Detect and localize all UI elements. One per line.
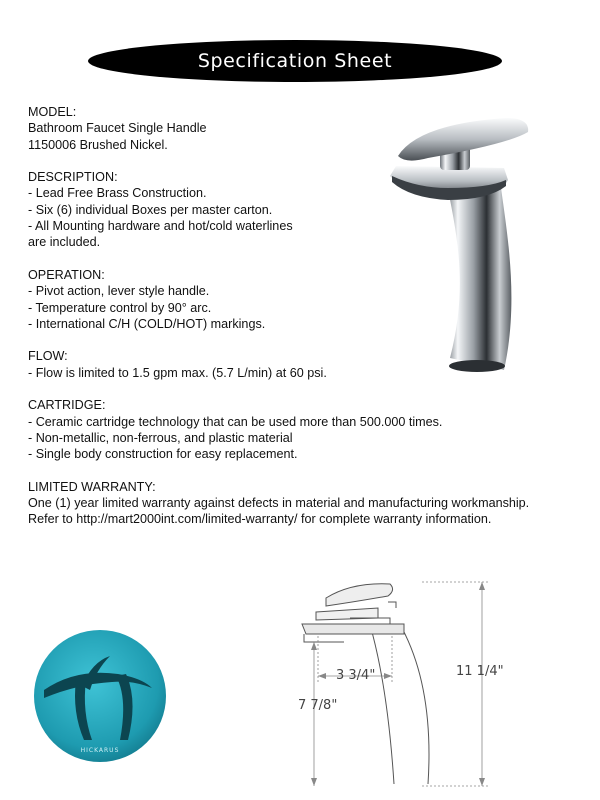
spec-line: - Non-metallic, non-ferrous, and plastic material xyxy=(28,430,293,445)
spec-line: - Single body construction for easy replacement. xyxy=(28,447,298,462)
spec-line: - Pivot action, lever style handle. xyxy=(28,284,210,299)
spec-line: Bathroom Faucet Single Handle xyxy=(28,121,207,136)
section-heading: FLOW: xyxy=(28,349,68,364)
section-cartridge xyxy=(28,397,588,462)
section-heading: LIMITED WARRANTY: xyxy=(28,479,156,494)
dimension-drawing xyxy=(292,572,532,790)
spout-height-label: 7 7/8" xyxy=(298,698,338,713)
section-heading: OPERATION: xyxy=(28,267,105,282)
spec-line: - All Mounting hardware and hot/cold waterlines xyxy=(28,219,293,234)
section-heading: DESCRIPTION: xyxy=(28,170,118,185)
section-warranty xyxy=(28,479,588,528)
spec-line: - Lead Free Brass Construction. xyxy=(28,186,207,201)
spec-line: - Ceramic cartridge technology that can be used more than 500.000 times. xyxy=(28,414,443,429)
section-heading: CARTRIDGE: xyxy=(28,398,106,413)
total-height-label: 11 1/4" xyxy=(456,664,504,679)
spec-line: Refer to http://mart2000int.com/limited-warranty/ for complete warranty information. xyxy=(28,512,492,527)
spec-line: are included. xyxy=(28,235,101,250)
spec-line: - Flow is limited to 1.5 gpm max. (5.7 L/min) at 60 psi. xyxy=(28,365,327,380)
spec-line: - Six (6) individual Boxes per master carton. xyxy=(28,202,273,217)
title-banner xyxy=(88,40,502,82)
logo-wordmark: HICKARUS xyxy=(80,747,120,754)
page-title: Specification Sheet xyxy=(197,50,393,72)
spec-line: - International C/H (COLD/HOT) markings. xyxy=(28,316,266,331)
spec-line: 1150006 Brushed Nickel. xyxy=(28,137,168,152)
hickarus-logo xyxy=(32,628,168,764)
spec-line: One (1) year limited warranty against defects in material and manufacturing workmanship. xyxy=(28,496,530,511)
spout-reach-label: 3 3/4" xyxy=(336,668,376,683)
faucet-photo xyxy=(388,118,540,376)
section-heading: MODEL: xyxy=(28,105,77,119)
spec-line: - Temperature control by 90° arc. xyxy=(28,300,212,315)
